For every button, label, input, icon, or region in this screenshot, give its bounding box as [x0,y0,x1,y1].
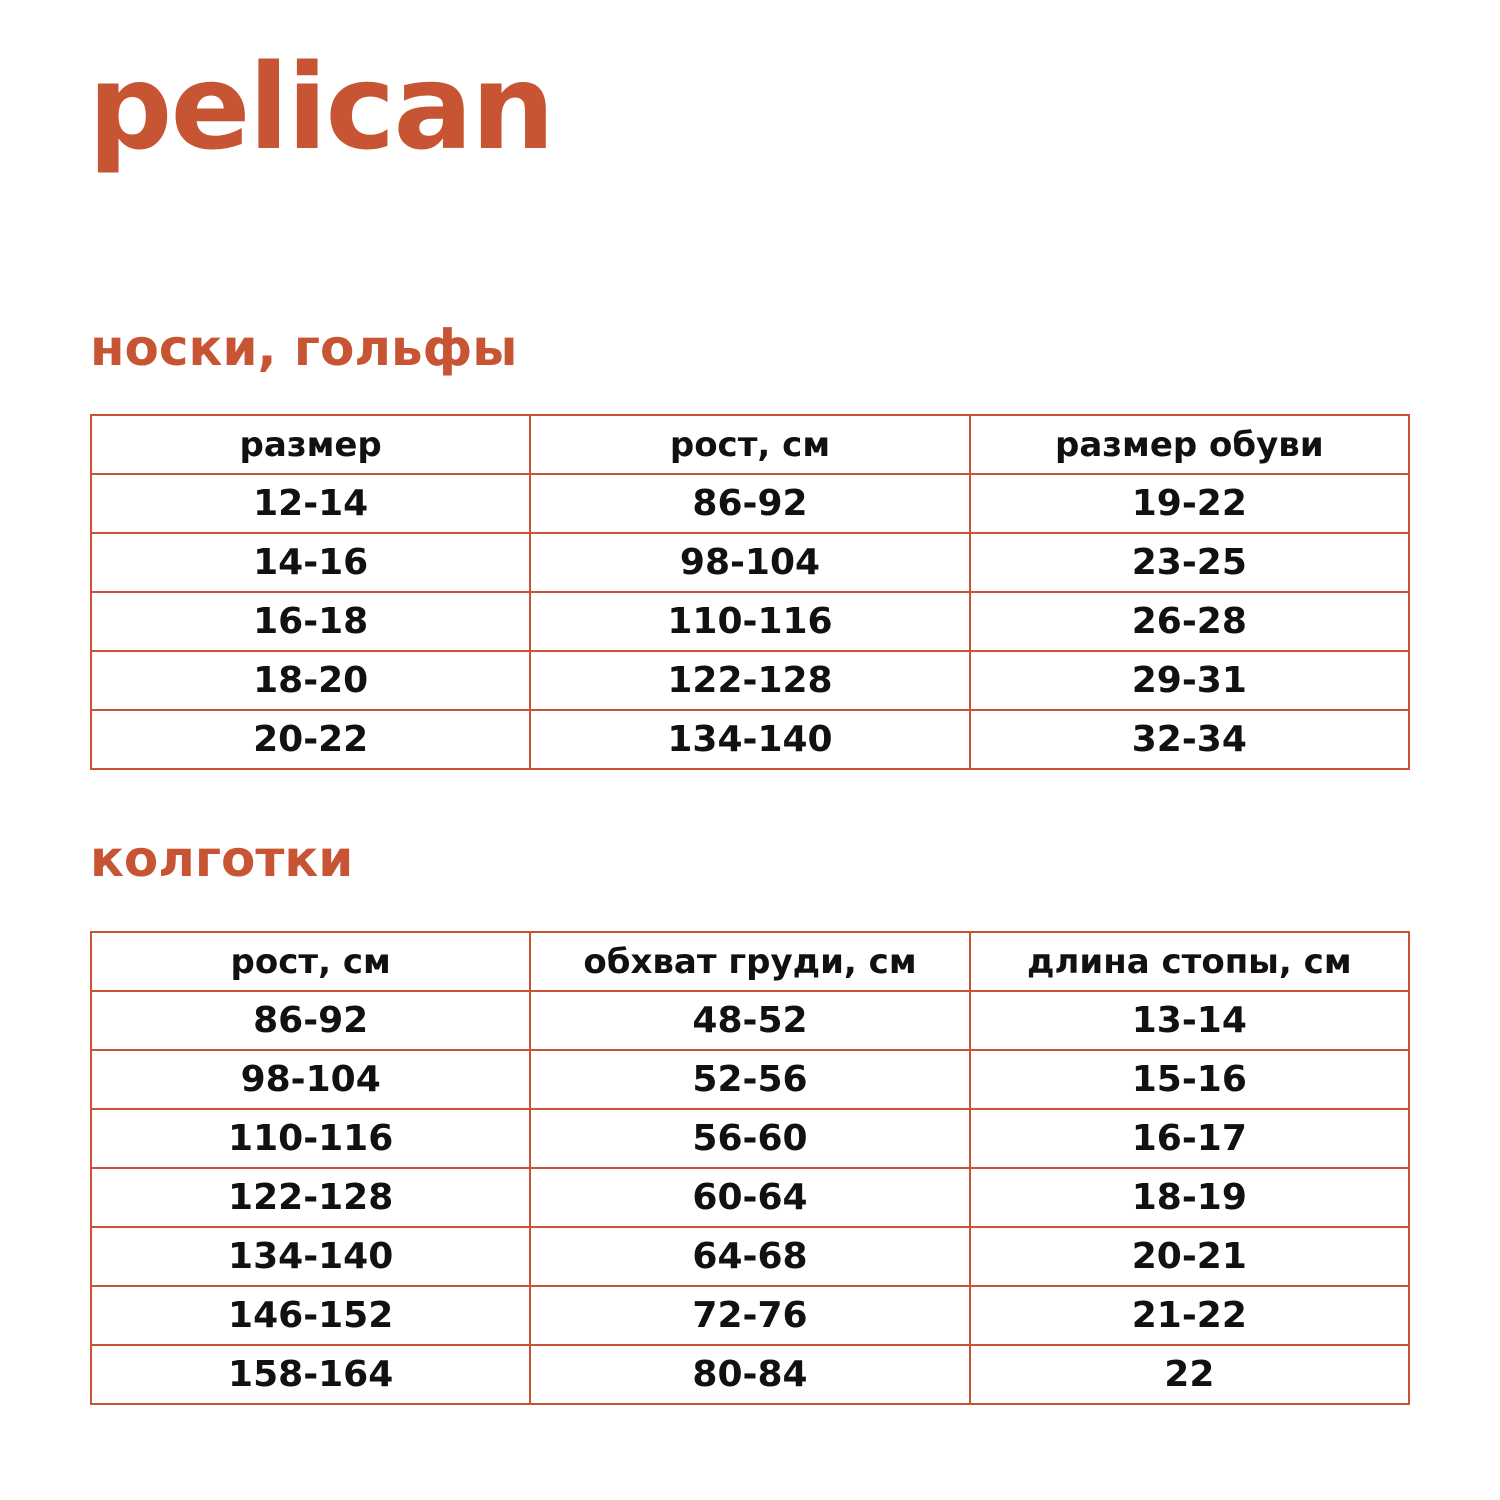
table-cell: 86-92 [91,991,530,1050]
tights-section-title: колготки [90,830,354,888]
table-cell: 146-152 [91,1286,530,1345]
table-row [91,991,1409,1050]
table-cell: 15-16 [970,1050,1409,1109]
table-cell: 12-14 [91,474,530,533]
table-cell: 86-92 [530,474,969,533]
table-cell: 122-128 [91,1168,530,1227]
table-cell: 80-84 [530,1345,969,1404]
table-cell: 98-104 [530,533,969,592]
table-header-row [91,415,1409,474]
column-header-shoe-size: размер обуви [970,415,1409,474]
table-cell: 13-14 [970,991,1409,1050]
table-row [91,1345,1409,1404]
socks-section-title: носки, гольфы [90,319,518,377]
table-cell: 72-76 [530,1286,969,1345]
table-cell: 16-17 [970,1109,1409,1168]
table-cell: 110-116 [91,1109,530,1168]
table-cell: 122-128 [530,651,969,710]
table-cell: 64-68 [530,1227,969,1286]
pelican-logo: pelican [88,38,553,176]
table-row [91,592,1409,651]
table-cell: 26-28 [970,592,1409,651]
table-row [91,474,1409,533]
table-row [91,710,1409,769]
table-cell: 52-56 [530,1050,969,1109]
column-header-size: размер [91,415,530,474]
table-cell: 134-140 [530,710,969,769]
table-cell: 48-52 [530,991,969,1050]
table-row [91,1168,1409,1227]
table-cell: 18-19 [970,1168,1409,1227]
table-cell: 20-21 [970,1227,1409,1286]
table-cell: 21-22 [970,1286,1409,1345]
table-cell: 56-60 [530,1109,969,1168]
table-row [91,1286,1409,1345]
table-cell: 18-20 [91,651,530,710]
column-header-foot-length: длина стопы, см [970,932,1409,991]
table-row [91,1109,1409,1168]
table-cell: 134-140 [91,1227,530,1286]
table-row [91,1227,1409,1286]
table-cell: 14-16 [91,533,530,592]
table-cell: 20-22 [91,710,530,769]
column-header-height: рост, см [530,415,969,474]
table-cell: 110-116 [530,592,969,651]
table-cell: 60-64 [530,1168,969,1227]
table-cell: 16-18 [91,592,530,651]
table-cell: 19-22 [970,474,1409,533]
table-cell: 98-104 [91,1050,530,1109]
table-cell: 32-34 [970,710,1409,769]
table-cell: 158-164 [91,1345,530,1404]
table-row [91,1050,1409,1109]
tights-size-table [90,931,1410,1405]
socks-size-table [90,414,1410,770]
column-header-height: рост, см [91,932,530,991]
column-header-chest: обхват груди, см [530,932,969,991]
table-row [91,651,1409,710]
table-cell: 22 [970,1345,1409,1404]
table-row [91,533,1409,592]
table-cell: 29-31 [970,651,1409,710]
table-cell: 23-25 [970,533,1409,592]
table-header-row [91,932,1409,991]
